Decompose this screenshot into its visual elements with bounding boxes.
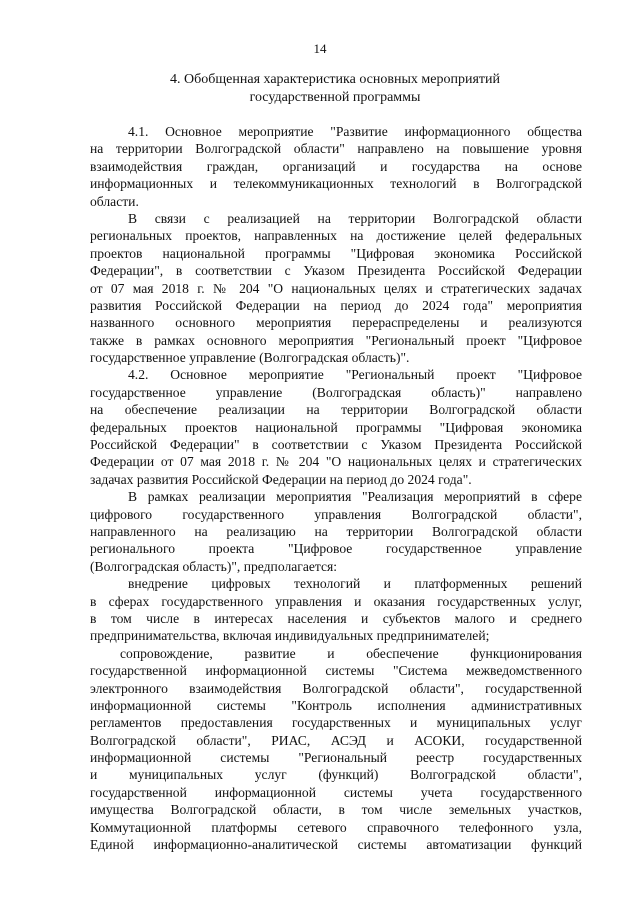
section-heading-line-1: 4. Обобщенная характеристика основных мероприятий [170,72,500,87]
body-line: Коммутационной платформы сетевого справочного телефонного узла, [90,819,582,835]
body-line: и муниципальных услуг (функций) Волгоградской области", [90,767,582,783]
body-line: внедрение цифровых технологий и платформенных решений [128,576,582,592]
body-line: информационных и телекоммуникационных технологий в Волгоградской [90,176,582,192]
body-line: информационной системы "Контроль исполнения административных [90,697,582,713]
body-line: предпринимательства, включая индивидуальных предпринимателей; [90,628,490,644]
body-line: В рамках реализации мероприятия "Реализация мероприятий в сфере [128,489,582,505]
body-line: государственное управление (Волгоградская область)". [90,350,410,366]
body-line: имущества Волгоградской области, в том числе земельных участков, [90,802,582,818]
body-text [90,123,582,853]
body-line: цифрового государственного управления Волгоградской области", [90,506,582,522]
body-line: названного основного мероприятия перераспределены и реализуются [90,315,582,331]
body-line: направленного на реализацию на территории Волгоградской области [90,523,582,539]
body-line: государственной информационной системы учета государственного [90,784,582,800]
body-line: взаимодействия граждан, организаций и государства на основе [90,158,582,174]
body-line: также в рамках основного мероприятия "Региональный проект "Цифровое [90,332,582,348]
body-line: Федерации от 07 мая 2018 г. № 204 "О национальных целях и стратегических [90,454,582,470]
body-line: информационной системы "Региональный реестр государственных [90,750,582,766]
body-line: Российской Федерации" в соответствии с Указом Президента Российской [90,437,582,453]
body-line: 4.2. Основное мероприятие "Региональный проект "Цифровое [128,367,582,383]
body-line: (Волгоградская область)", предполагается: [90,558,338,574]
page-number: 14 [313,41,327,56]
body-line: Федерации", в соответствии с Указом Президента Российской Федерации [90,263,582,279]
body-line: Единой информационно-аналитической системы автоматизации функций [90,837,582,853]
body-line: В связи с реализацией на территории Волгоградской области [128,210,582,226]
body-line: государственной информационной системы "Система межведомственного [90,663,582,679]
body-line: сопровождение, развитие и обеспечение функционирования [120,645,582,661]
body-line: задачах развития Российской Федерации на период до 2024 года". [90,471,472,487]
body-line: развития Российской Федерации на период до 2024 года" мероприятия [90,297,582,313]
body-line: регионального проекта "Цифровое государственное управление [90,541,582,557]
body-line: от 07 мая 2018 г. № 204 "О национальных целях и стратегических задачах [90,280,582,296]
body-line: государственное управление (Волгоградская область)" направлено [90,384,582,400]
body-line: на территории Волгоградской области" направлено на повышение уровня [90,141,582,157]
body-line: в том числе в интересах населения и субъектов малого и среднего [90,610,582,626]
section-heading [90,71,580,107]
body-line: электронного взаимодействия Волгоградской области", государственной [90,680,582,696]
body-line: федеральных проектов национальной программы "Цифровая экономика [90,419,582,435]
body-line: области. [90,193,139,209]
body-line: Волгоградской области", РИАС, АСЭД и АСОКИ, государственной [90,732,582,748]
body-line: региональных проектов, направленных на достижение целей федеральных [90,228,582,244]
body-line: проектов национальной программы "Цифровая экономика Российской [90,245,582,261]
body-line: на обеспечение реализации на территории Волгоградской области [90,402,582,418]
section-heading-line-2: государственной программы [249,90,421,105]
body-line: регламентов предоставления государственных и муниципальных услуг [90,715,582,731]
body-line: в сферах государственного управления и оказания государственных услуг, [90,593,582,609]
body-line: 4.1. Основное мероприятие "Развитие информационного общества [128,124,582,139]
